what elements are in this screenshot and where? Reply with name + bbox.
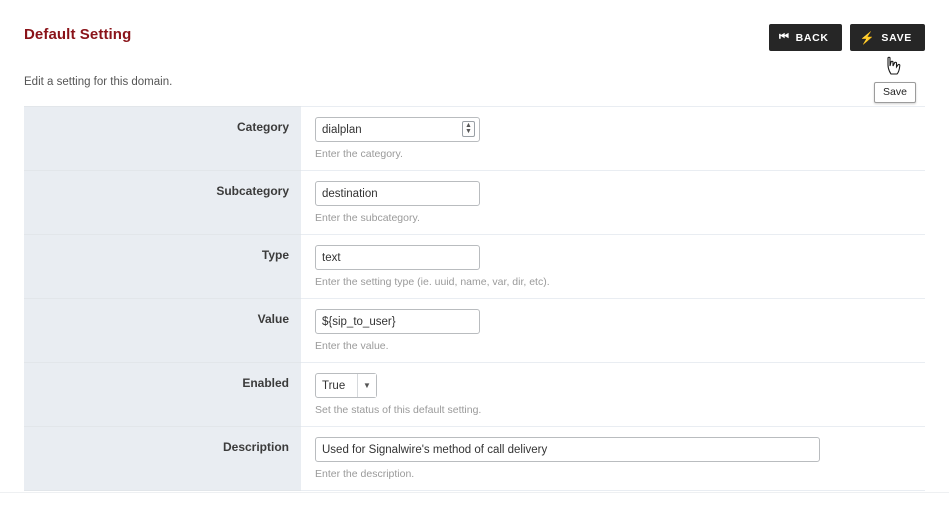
hint-enabled: Set the status of this default setting. <box>315 404 482 416</box>
label-enabled: Enabled <box>24 363 301 427</box>
hint-value: Enter the value. <box>315 340 389 352</box>
category-select[interactable] <box>315 117 480 142</box>
label-category: Category <box>24 107 301 171</box>
form-row-enabled <box>24 363 925 427</box>
toolbar-buttons <box>769 24 925 51</box>
chevron-down-icon: ▼ <box>357 374 376 397</box>
back-button-label: BACK <box>795 31 829 44</box>
field-subcategory <box>301 171 925 235</box>
form-row-type <box>24 235 925 299</box>
bottom-divider <box>0 492 949 493</box>
value-input[interactable] <box>315 309 480 334</box>
label-value: Value <box>24 299 301 363</box>
settings-form <box>24 106 925 491</box>
form-row-value <box>24 299 925 363</box>
page-title: Default Setting <box>24 26 132 43</box>
form-row-description <box>24 427 925 491</box>
back-button[interactable] <box>769 24 842 51</box>
label-type: Type <box>24 235 301 299</box>
page-subtitle: Edit a setting for this domain. <box>24 76 173 88</box>
hint-description: Enter the description. <box>315 468 415 480</box>
save-tooltip: Save <box>874 82 916 103</box>
lightning-bolt-icon: ⚡ <box>859 30 876 45</box>
previous-track-icon: ⏮ <box>778 31 790 43</box>
hint-type: Enter the setting type (ie. uuid, name, var, dir, etc). <box>315 276 550 288</box>
field-description <box>301 427 925 491</box>
label-subcategory: Subcategory <box>24 171 301 235</box>
description-input[interactable] <box>315 437 820 462</box>
enabled-select[interactable] <box>315 373 377 398</box>
type-input[interactable] <box>315 245 480 270</box>
form-row-category <box>24 107 925 171</box>
save-button-label: SAVE <box>881 31 912 44</box>
page-header <box>24 26 925 60</box>
hint-subcategory: Enter the subcategory. <box>315 212 420 224</box>
category-select-wrap <box>315 117 480 142</box>
hint-category: Enter the category. <box>315 148 403 160</box>
enabled-select-wrap <box>315 373 377 398</box>
field-value <box>301 299 925 363</box>
field-enabled <box>301 363 925 427</box>
label-description: Description <box>24 427 301 491</box>
save-button[interactable] <box>850 24 925 51</box>
chevron-updown-icon: ▲ ▼ <box>462 121 475 137</box>
field-type <box>301 235 925 299</box>
subcategory-input[interactable] <box>315 181 480 206</box>
form-row-subcategory <box>24 171 925 235</box>
field-category <box>301 107 925 171</box>
